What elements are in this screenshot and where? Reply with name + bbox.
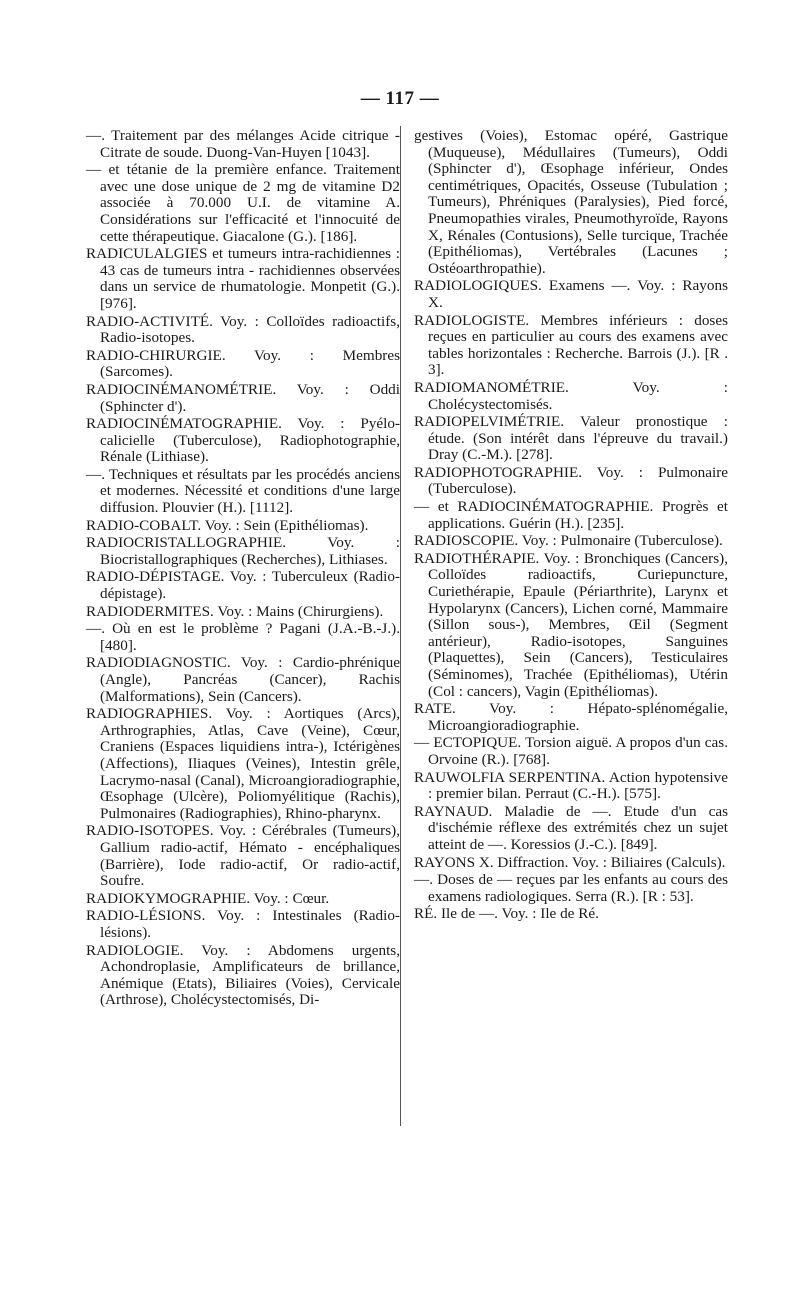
index-entry: RADICULALGIES et tumeurs intra-rachidiennes : 43 cas de tumeurs intra - rachidiennes observées dans un service de rhumatologie. Monpetit (G.). [976]. [86,245,400,312]
index-entry: RADIO-COBALT. Voy. : Sein (Epithéliomas). [86,516,369,534]
index-entry: RADIO-ACTIVITÉ. Voy. : Colloïdes radioactifs, Radio-isotopes. [86,312,400,347]
index-entry: RADIOLOGIQUES. Examens —. Voy. : Rayons X. [414,277,728,311]
index-entry: RADIO-LÉSIONS. Voy. : Intestinales (Radio-lésions). [86,907,400,941]
index-entry: RAYNAUD. Maladie de —. Etude d'un cas d'ischémie réflexe des extrémités chez un sujet atteint de —. Koressios (J.-C.). [849]. [414,802,728,853]
index-entry: RADIOLOGIE. Voy. : Abdomens urgents, Achondroplasie, Amplificateurs de brillance, Anémique (Etats), Biliaires (Voies), Cervicale (Arthrose), Cholécystectomisés, Di- [86,941,400,1009]
index-entry: — ECTOPIQUE. Torsion aiguë. A propos d'un cas. Orvoine (R.). [768]. [414,734,728,768]
index-entry: RADIOMANOMÉTRIE. Voy. : Cholécystectomisés. [414,378,728,413]
left-column [86,128,400,1010]
column-divider [400,126,401,1126]
index-entry: RADIOCINÉMANOMÉTRIE. Voy. : Oddi (Sphincter d'). [86,380,400,415]
index-entry: —. Doses de — reçues par les enfants au cours des examens radiologiques. Serra (R.). [R : 53]. [414,871,728,905]
index-entry: RAYONS X. Diffraction. Voy. : Biliaires (Calculs). [414,853,726,871]
index-entry: RADIO-DÉPISTAGE. Voy. : Tuberculeux (Radio-dépistage). [86,568,400,603]
index-entry: RATE. Voy. : Hépato-splénomégalie, Microangioradiographie. [414,700,728,734]
index-entry: RADIOPELVIMÉTRIE. Valeur pronostique : étude. (Son intérêt dans l'épreuve du travail.) Dray (C.-M.). [278]. [414,413,728,464]
index-entry: RADIOGRAPHIES. Voy. : Aortiques (Arcs), Arthrographies, Atlas, Cave (Veine), Cœur, Craniens (Espaces liquidiens intra-), Ictérigènes (Affections), Iliaques (Veines), Intestin grêle, Lacrymo-nasal (Canal), Microangioradiographie, Œsophage (Ulcère), Poliomyélitique (Rachis), Pulmonaires (Radiographies), Rhino-pharynx. [86,705,400,822]
index-entry: RADIODIAGNOSTIC. Voy. : Cardio-phrénique (Angle), Pancréas (Cancer), Rachis (Malformations), Sein (Cancers). [86,654,400,705]
index-entry: RADIOCRISTALLOGRAPHIE. Voy. : Biocristallographiques (Recherches), Lithiases. [86,534,400,568]
index-entry: RÉ. Ile de —. Voy. : Ile de Ré. [414,905,599,923]
index-entry: RADIOPHOTOGRAPHIE. Voy. : Pulmonaire (Tuberculose). [414,463,728,498]
index-entry: RADIO-ISOTOPES. Voy. : Cérébrales (Tumeurs), Gallium radio-actif, Hémato - encéphaliques (Barrière), Iode radio-actif, Or radio-actif, Soufre. [86,822,400,890]
index-entry: RADIOKYMOGRAPHIE. Voy. : Cœur. [86,889,330,907]
index-entry: —. Où en est le problème ? Pagani (J.A.-B.-J.). [480]. [86,620,400,654]
index-entry: RADIOLOGISTE. Membres inférieurs : doses reçues en particulier au cours des examens avec tables horizontales : Recherche. Barrois (J.). [R . 3]. [414,311,728,379]
index-entry: — et tétanie de la première enfance. Traitement avec une dose unique de 2 mg de vitamine D2 associée à 70.000 U.I. de vitamine A. Considérations sur l'efficacité et l'innocuité de cette thérapeutique. Giacalone (G.). [186]. [86,161,400,245]
index-entry: RADIOCINÉMATOGRAPHIE. Voy. : Pyélo-calicielle (Tuberculose), Radiophotographie, Rénale (Lithiase). [86,415,400,466]
page-number: — 117 — [360,88,440,109]
index-entry: —. Techniques et résultats par les procédés anciens et modernes. Nécessité et conditions d'une large diffusion. Plouvier (H.). [1112]. [86,465,400,517]
index-entry: gestives (Voies), Estomac opéré, Gastrique (Muqueuse), Médullaires (Tumeurs), Oddi (Sphincter d'), Œsophage inférieur, Ondes centimétriques, Opacités, Osseuse (Tubulation ; Tumeurs), Phréniques (Paralysies), Pied forcé, Pneumopathies virales, Pneumothyroïde, Rayons X, Rénales (Contusions), Selle turcique, Trachée (Epithéliomas), Vertébrales (Lacunes ; Ostéoarthropathie). [414,127,728,277]
index-entry: RADIO-CHIRURGIE. Voy. : Membres (Sarcomes). [86,346,400,381]
index-entry: RADIOSCOPIE. Voy. : Pulmonaire (Tuberculose). [414,532,723,550]
index-entry: —. Traitement par des mélanges Acide citrique - Citrate de soude. Duong-Van-Huyen [1043]. [86,127,400,161]
index-entry: — et RADIOCINÉMATOGRAPHIE. Progrès et applications. Guérin (H.). [235]. [414,498,728,532]
right-column [414,128,728,924]
index-entry: RAUWOLFIA SERPENTINA. Action hypotensive : premier bilan. Perraut (C.-H.). [575]. [414,768,728,803]
index-entry: RADIOTHÉRAPIE. Voy. : Bronchiques (Cancers), Colloïdes radioactifs, Curiepuncture, Curiethérapie, Epaule (Périarthrite), Larynx et Hypolarynx (Cancers), Lichen corné, Mammaire (Sillon sous-), Membres, Œil (Segment antérieur), Radio-isotopes, Sanguines (Plaquettes), Sein (Cancers), Testiculaires (Séminomes), Trachée (Epithéliomas), Utérin (Col : cancers), Vagin (Epithéliomas). [414,549,728,700]
index-entry: RADIODERMITES. Voy. : Mains (Chirurgiens). [86,602,384,620]
